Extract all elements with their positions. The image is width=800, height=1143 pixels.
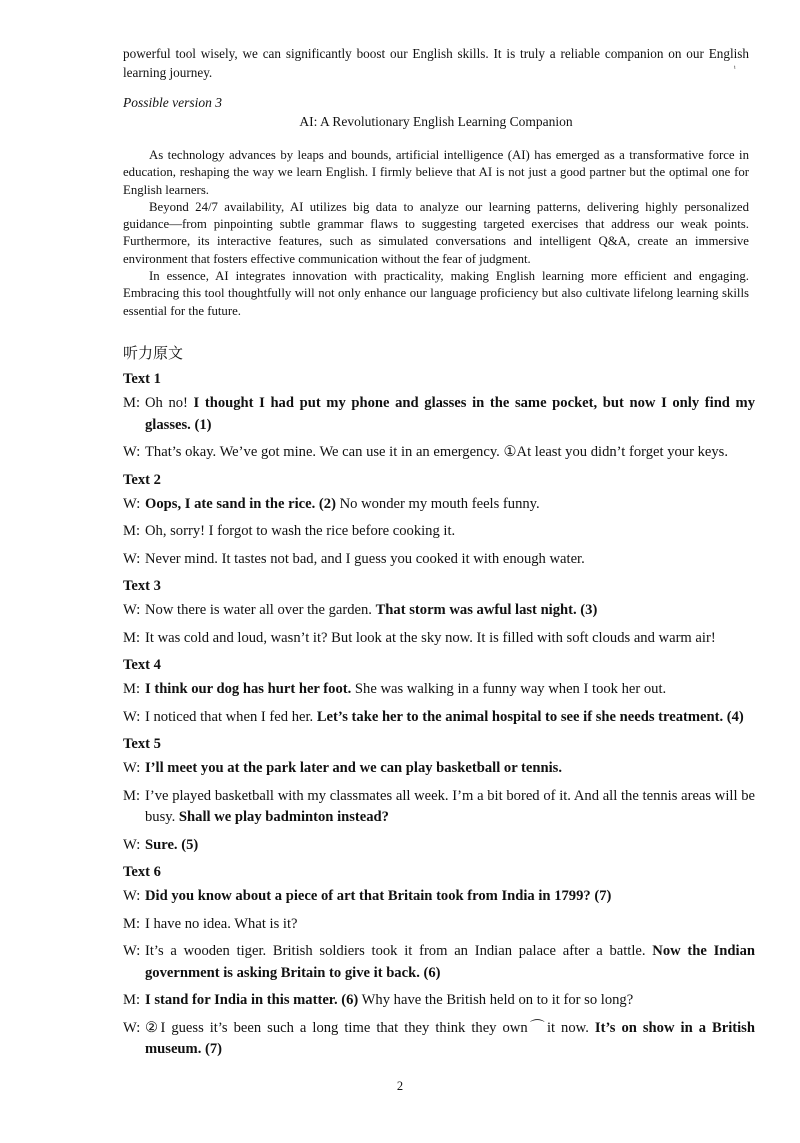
speaker-label: W: <box>123 602 141 618</box>
utterance-text: Now there is water all over the garden. <box>145 602 376 618</box>
key-sentence: That storm was awful last night. (3) <box>375 602 598 618</box>
utterance <box>145 990 755 1012</box>
speaker-label: W: <box>123 1019 141 1036</box>
essay-paragraph: In essence, AI integrates innovation with practicality, making English learning more efficient and engaging. Embracing this tool thoughtfully will not only enhance our language proficiency but also cultivate lifelong learning skills essential for the future. <box>123 269 749 318</box>
key-sentence: Did you know about a piece of art that Britain took from India in 1799? (7) <box>145 888 612 904</box>
dialogue-line <box>123 442 755 464</box>
utterance <box>145 393 755 436</box>
key-sentence: Shall we play badminton instead? <box>178 809 389 825</box>
utterance-text: Oh, sorry! I forgot to wash the rice before cooking it. <box>145 523 456 539</box>
key-sentence: Now the Indian government is asking Britain to give it back. (6) <box>145 943 755 981</box>
utterance-text: Never mind. It tastes not bad, and I guess you cooked it with enough water. <box>145 550 585 567</box>
dialogue-line <box>123 835 755 857</box>
key-sentence: I stand for India in this matter. (6) <box>145 992 359 1008</box>
text-section-label: Text 5 <box>123 736 161 752</box>
utterance <box>145 549 755 571</box>
key-sentence: I thought I had put my phone and glasses in the same pocket, but now I only find my glasses. (1) <box>145 395 755 433</box>
key-sentence: It’s on show in a British museum. (7) <box>145 1019 755 1057</box>
dialogue-line <box>123 393 755 436</box>
utterance <box>145 914 755 936</box>
utterance <box>145 442 755 464</box>
previous-version-ending: powerful tool wisely, we can significantly boost our English skills. It is truly a reliable companion on our English learning journey. <box>123 46 749 80</box>
dialogue-line <box>123 758 755 780</box>
utterance <box>145 758 755 780</box>
speaker-label: M: <box>123 629 141 646</box>
speaker-label: M: <box>123 523 141 539</box>
utterance-text: I noticed that when I fed her. <box>145 708 317 725</box>
dialogue-line <box>123 600 755 622</box>
utterance <box>145 600 755 622</box>
speaker-label: M: <box>123 915 141 932</box>
utterance-text: Oh no! <box>145 395 194 411</box>
utterance-text: ②I guess it’s been such a long time that they think they own⌒it now. <box>145 1019 595 1036</box>
dialogue-line <box>123 549 755 571</box>
utterance-text: It’s a wooden tiger. British soldiers took it from an Indian palace after a battle. <box>145 943 653 959</box>
dialogue-line <box>123 521 755 543</box>
utterance-text: She was walking in a funny way when I took her out. <box>351 681 667 697</box>
text-section-label: Text 1 <box>123 371 161 387</box>
utterance <box>145 679 755 701</box>
dialogue-line <box>123 628 755 650</box>
key-sentence: Let’s take her to the animal hospital to see if she needs treatment. (4) <box>316 708 744 725</box>
speaker-label: W: <box>123 836 141 853</box>
version-label: Possible version 3 <box>123 95 222 110</box>
utterance <box>145 628 755 650</box>
dialogue-line <box>123 886 755 908</box>
text-section-label: Text 2 <box>123 471 161 488</box>
utterance-text: It was cold and loud, wasn’t it? But look at the sky now. It is filled with soft clouds and warm air! <box>145 629 716 646</box>
speaker-label: W: <box>123 943 141 959</box>
dialogue-line <box>123 786 755 829</box>
speaker-label: W: <box>123 444 141 460</box>
speaker-label: W: <box>123 495 141 512</box>
key-sentence: Oops, I ate sand in the rice. (2) <box>145 495 336 512</box>
utterance-text: No wonder my mouth feels funny. <box>335 495 540 512</box>
key-sentence: I’ll meet you at the park later and we can play basketball or tennis. <box>145 760 563 776</box>
speaker-label: W: <box>123 888 141 904</box>
utterance <box>145 494 755 516</box>
essay-paragraph: As technology advances by leaps and bounds, artificial intelligence (AI) has emerged as a transformative force in education, reshaping the way we learn English. I firmly believe that AI is not just a good partner but the optimal one for English learners. <box>123 148 749 197</box>
speaker-label: M: <box>123 395 141 411</box>
speaker-label: W: <box>123 550 141 567</box>
dialogue-line <box>123 990 755 1012</box>
page-number: 2 <box>396 1079 404 1093</box>
utterance <box>145 1018 755 1061</box>
dialogue-line <box>123 914 755 936</box>
utterance <box>145 941 755 984</box>
speaker-label: M: <box>123 992 141 1008</box>
utterance <box>145 521 755 543</box>
dialogue-line <box>123 494 755 516</box>
listening-heading: 听力原文 <box>123 344 184 362</box>
key-sentence: I think our dog has hurt her foot. <box>145 681 352 697</box>
utterance <box>145 707 755 729</box>
utterance-text: Why have the British held on to it for so long? <box>358 992 634 1008</box>
speaker-label: W: <box>123 760 141 776</box>
essay-title: AI: A Revolutionary English Learning Companion <box>299 114 573 129</box>
margin-mark: ⁱ <box>734 64 736 73</box>
key-sentence: Sure. (5) <box>145 836 199 853</box>
utterance-text: I have no idea. What is it? <box>145 915 298 932</box>
dialogue-line <box>123 1018 755 1061</box>
text-section-label: Text 6 <box>123 864 161 880</box>
speaker-label: W: <box>123 708 141 725</box>
utterance-text: I’ve played basketball with my classmates all week. I’m a bit bored of it. And all the tennis areas will be busy. <box>145 787 755 825</box>
dialogue-line <box>123 679 755 701</box>
utterance <box>145 886 755 908</box>
utterance <box>145 835 755 857</box>
essay-paragraph: Beyond 24/7 availability, AI utilizes big data to analyze our learning patterns, delivering highly personalized guidance—from pinpointing subtle grammar flaws to suggesting targeted exercises that address our weak points. Furthermore, its interactive features, such as simulated conversations and intelligent Q&A, create an immersive environment that fosters effective communication without the fear of judgment. <box>123 199 749 266</box>
utterance <box>145 786 755 829</box>
listening-transcript <box>123 342 755 1067</box>
utterance-text: That’s okay. We’ve got mine. We can use it in an emergency. ①At least you didn’t forget your keys. <box>145 444 728 460</box>
text-section-label: Text 3 <box>123 578 161 594</box>
dialogue-line <box>123 707 755 729</box>
text-section-label: Text 4 <box>123 657 161 673</box>
speaker-label: M: <box>123 787 141 804</box>
speaker-label: M: <box>123 681 141 697</box>
essay-body <box>123 147 749 320</box>
dialogue-line <box>123 941 755 984</box>
